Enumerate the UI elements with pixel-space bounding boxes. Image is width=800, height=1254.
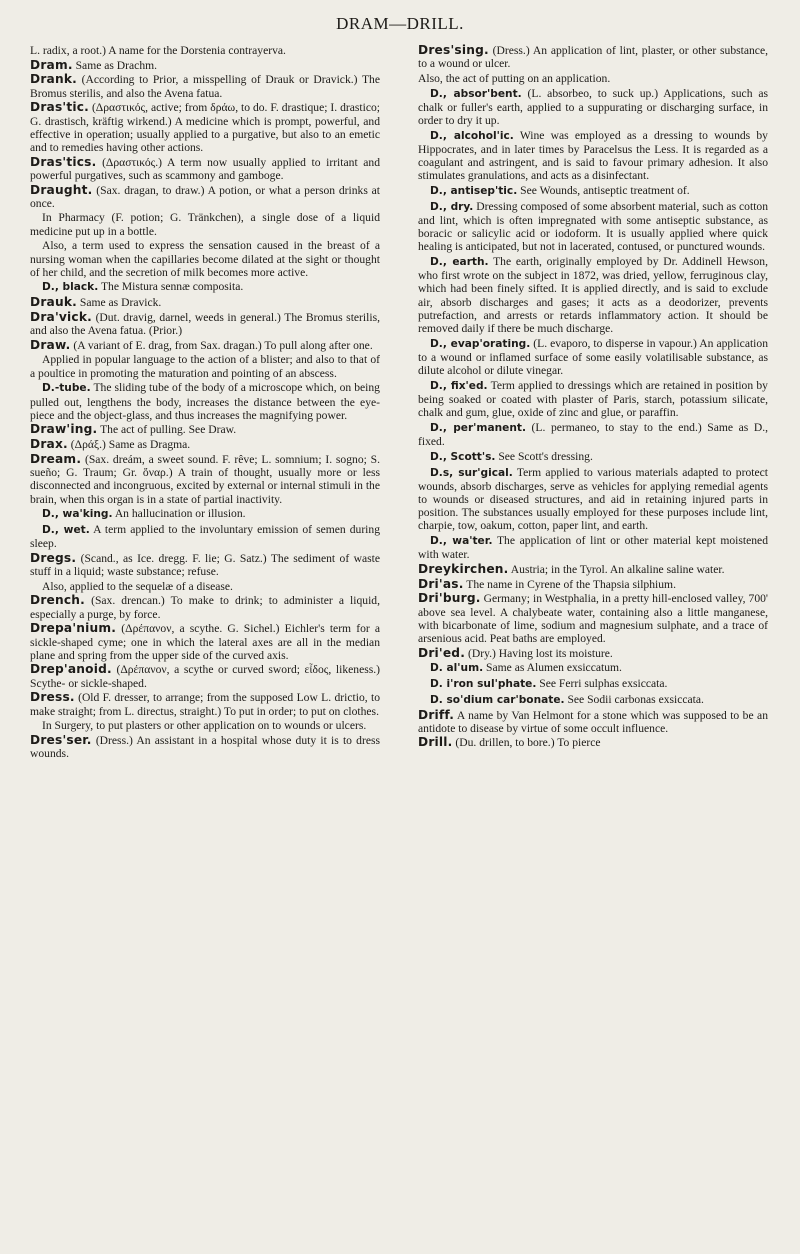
entry-definition: (Dress.) An application of lint, plaster, or other substance, to a wound or ulcer. — [418, 44, 768, 71]
dictionary-entry — [418, 466, 768, 533]
dictionary-entry — [418, 184, 768, 198]
entry-headword: Dream. — [30, 451, 82, 466]
entry-headword: Dras'tic. — [30, 100, 89, 115]
entry-definition: (Dress.) An assistant in a hospital whose duty it is to dress wounds. — [30, 733, 380, 761]
dictionary-entry — [418, 736, 768, 749]
entry-definition: The act of pulling. See Draw. — [100, 423, 237, 437]
dictionary-entry — [30, 552, 380, 578]
entry-definition: (Δρέπανον, a scythe. G. Sichel.) Eichler's term for a sickle-shaped cyme; one in which the lateral axes are all in the median plane and spring from the upper side of the curved axis. — [30, 622, 380, 662]
entry-headword: Dreykirchen. — [418, 562, 509, 577]
entry-headword: Dress. — [30, 690, 75, 705]
entry-definition: (Δραστικός, active; from δράω, to do. F. drastique; I. drastico; G. drastisch, kräftig wirkend.) A medicine which is prompt, powerful, and effective in operation; usually applied to a purgative, but also to an emetic and to remedies having other actions. — [30, 101, 380, 154]
entry-definition: The sliding tube of the body of a microscope which, on being pulled out, lengthens the body, increases the distance between the eye-piece and the object-glass, and thus increases the magnifying power. — [30, 381, 380, 422]
dictionary-entry — [30, 622, 380, 662]
dictionary-entry — [30, 663, 380, 689]
entry-definition: (Dry.) Having lost its moisture. — [467, 646, 613, 660]
dictionary-entry — [418, 200, 768, 254]
dictionary-entry — [418, 534, 768, 561]
entry-definition: A term applied to the involuntary emission of semen during sleep. — [30, 522, 380, 551]
dictionary-entry — [418, 421, 768, 448]
entry-definition: (A variant of E. drag, from Sax. dragan.) To pull along after one. — [73, 338, 373, 352]
dictionary-entry — [30, 719, 380, 732]
entry-headword: Drax. — [30, 437, 68, 452]
entry-headword: Dri'ed. — [418, 645, 466, 660]
dictionary-entry — [418, 129, 768, 183]
entry-definition: (Sax. dragan, to draw.) A potion, or what a person drinks at once. — [30, 183, 380, 210]
entry-definition: Also, applied to the sequelæ of a disease. — [42, 579, 233, 593]
entry-headword: D., black. — [42, 281, 99, 294]
dictionary-entry — [418, 647, 768, 660]
entry-headword: Dri'burg. — [418, 591, 481, 606]
entry-headword: Drill. — [418, 735, 453, 750]
entry-definition: In Pharmacy (F. potion; G. Tränkchen), a single dose of a liquid medicine put up in a bottle. — [30, 211, 380, 238]
entry-definition: The application of lint or other material kept moistened with water. — [418, 534, 768, 562]
dictionary-entry — [30, 280, 380, 294]
entry-headword: Drep'anoid. — [30, 662, 112, 677]
entry-headword: D., per'manent. — [430, 421, 526, 434]
entry-definition: See Wounds, antiseptic treatment of. — [520, 184, 690, 198]
entry-definition: Same as Drachm. — [75, 58, 158, 72]
dictionary-entry — [30, 523, 380, 550]
entry-headword: D., absor'bent. — [430, 87, 522, 100]
entry-headword: D.-tube. — [42, 382, 91, 395]
entry-definition: (Δρέπανον, a scythe or curved sword; εἶδος, likeness.) Scythe- or sickle-shaped. — [30, 663, 380, 690]
dictionary-entry — [418, 661, 768, 675]
entry-headword: D., wa'ter. — [430, 535, 493, 548]
left-column — [30, 44, 380, 762]
entry-headword: Draw. — [30, 337, 71, 352]
dictionary-entry — [418, 709, 768, 735]
entry-headword: D. i'ron sul'phate. — [430, 678, 537, 691]
entry-definition: (Scand., as Ice. dregg. F. lie; G. Satz.) The sediment of waste stuff in a liquid; waste substance; refuse. — [30, 551, 380, 579]
dictionary-entry — [30, 73, 380, 99]
entry-definition: The name in Cyrene of the Thapsia silphium. — [466, 577, 676, 591]
entry-definition: (Δραστικός.) A term now usually applied to irritant and powerful purgatives, such as scammony and gamboge. — [30, 155, 380, 182]
entry-definition: L. radix, a root.) A name for the Dorstenia contrayerva. — [30, 44, 286, 57]
entry-headword: D., alcohol'ic. — [430, 129, 514, 142]
entry-definition: (Δράξ.) Same as Dragma. — [70, 438, 191, 452]
entry-headword: Drauk. — [30, 295, 77, 310]
entry-headword: D., antisep'tic. — [430, 185, 518, 198]
entry-definition: Same as Alumen exsiccatum. — [486, 661, 622, 675]
entry-definition: The Mistura sennæ composita. — [100, 280, 244, 294]
dictionary-entry — [30, 59, 380, 72]
entry-definition: (L. absorbeo, to suck up.) Applications, such as chalk or fuller's earth, applied to a suppurating or discharging surface, in order to dry it up. — [418, 86, 768, 128]
dictionary-entry — [418, 255, 768, 335]
entry-headword: Draw'ing. — [30, 422, 98, 437]
entry-definition: Germany; in Westphalia, in a pretty hill-enclosed valley, 700' above sea level. A chalybeate water, containing also a little manganese, with bicarbonate of lime, sodium and magnesium sulphate, and a trace of arsenious acid. Peat baths are employed. — [418, 592, 768, 646]
entry-definition: Austria; in the Tyrol. An alkaline saline water. — [510, 563, 725, 577]
dictionary-entry — [30, 101, 380, 154]
right-column — [418, 44, 768, 751]
entry-definition: An hallucination or illusion. — [114, 507, 246, 521]
entry-definition: (L. permaneo, to stay to the end.) Same as D., fixed. — [418, 420, 768, 449]
entry-headword: Dregs. — [30, 550, 77, 565]
running-head: DRAM—DRILL. — [336, 14, 464, 33]
entry-definition: In Surgery, to put plasters or other application on to wounds or ulcers. — [42, 719, 367, 733]
dictionary-entry — [30, 239, 380, 279]
dictionary-entry — [30, 44, 380, 57]
entry-definition: Applied in popular language to the action of a blister; and also to that of a poultice in promoting the maturation and pointing of an abscess. — [30, 353, 380, 380]
dictionary-entry — [418, 693, 768, 707]
entry-headword: Dram. — [30, 57, 73, 72]
entry-definition: (Du. drillen, to bore.) To pierce — [455, 736, 601, 750]
dictionary-entry — [418, 87, 768, 128]
dictionary-entry — [30, 423, 380, 436]
dictionary-entry — [30, 580, 380, 593]
entry-definition: Same as Dravick. — [79, 296, 162, 310]
dictionary-entry — [30, 594, 380, 620]
entry-headword: D. al'um. — [430, 662, 484, 675]
dictionary-entry — [30, 353, 380, 379]
dictionary-entry — [418, 72, 768, 85]
entry-headword: D., dry. — [430, 200, 474, 213]
entry-definition: Dressing composed of some absorbent material, such as cotton and lint, which is often impregnated with some antiseptic substance, as boracic or salicylic acid or iodoform. It is usually applied where quick healing is anticipated, but not in lacerated, contused, or punctured wounds. — [418, 199, 769, 254]
entry-headword: D., fix'ed. — [430, 379, 488, 392]
dictionary-entry — [30, 339, 380, 352]
entry-definition: Also, the act of putting on an application. — [418, 71, 611, 85]
dictionary-entry — [418, 44, 768, 70]
dictionary-entry — [30, 438, 380, 451]
entry-headword: Dres'ser. — [30, 732, 92, 747]
dictionary-entry — [418, 578, 768, 591]
entry-headword: Drank. — [30, 72, 77, 87]
entry-definition: (According to Prior, a misspelling of Drauk or Dravick.) The Bromus sterilis, and also the Avena fatua. — [30, 73, 380, 100]
dictionary-entry — [30, 691, 380, 717]
dictionary-entry — [30, 156, 380, 182]
entry-headword: D., wet. — [42, 523, 90, 536]
entry-definition: See Ferri sulphas exsiccata. — [539, 677, 668, 691]
entry-definition: Term applied to various materials adapted to protect wounds, absorb discharges, serve as vehicles for applying remedial agents to wounds or diseased structures, and aid in retaining injured parts in position. The substances usually employed for these purposes include lint, charpie, tow, oakum, cotton, paper lint, and earth. — [418, 465, 768, 533]
dictionary-entry — [418, 592, 768, 645]
entry-headword: Driff. — [418, 707, 455, 722]
entry-headword: Drepa'nium. — [30, 621, 117, 636]
dictionary-entry — [418, 379, 768, 420]
entry-definition: Wine was employed as a dressing to wounds by Hippocrates, and in later times by Paracelsus the Less. It is regarded as a coagulant and astringent, and is said to favour primary adhesion. It also stimulates granulations, and acts as a disinfectant. — [418, 128, 768, 183]
dictionary-entry — [30, 734, 380, 760]
dictionary-entry — [30, 211, 380, 237]
dictionary-entry — [418, 677, 768, 691]
entry-headword: Dri'as. — [418, 576, 464, 591]
entry-definition: (Old F. dresser, to arrange; from the supposed Low L. drictio, to make straight; from L. directus, straight.) To put in order; to put on clothes. — [30, 691, 380, 718]
dictionary-entry — [30, 296, 380, 309]
entry-headword: D. so'dium car'bonate. — [430, 693, 565, 706]
entry-headword: Dres'sing. — [418, 43, 489, 57]
entry-definition: (Dut. dravig, darnel, weeds in general.) The Bromus sterilis, and also the Avena fatua. (Prior.) — [30, 310, 380, 338]
entry-headword: Dras'tics. — [30, 154, 97, 169]
entry-definition: Also, a term used to express the sensation caused in the breast of a nursing woman when the capillaries become dilated at the sight or thought of her child, and the secretion of milk becomes more active. — [30, 239, 380, 279]
dictionary-entry — [30, 184, 380, 210]
entry-definition: (L. evaporo, to disperse in vapour.) An application to a wound or inflamed surface of some easily volatilisable substance, as dilute alcohol or dilute vinegar. — [418, 336, 769, 378]
entry-headword: Draught. — [30, 182, 93, 197]
entry-definition: (Sax. dreám, a sweet sound. F. rêve; L. somnium; I. sogno; S. sueño; G. Traum; Gr. ὄναρ.) A train of thought, usually more or less disconnected and incongruous, excited by external or internal stimuli in the brain, when this organ is in a state of partial inactivity. — [30, 452, 380, 506]
entry-headword: D., Scott's. — [430, 450, 496, 463]
dictionary-entry — [30, 507, 380, 521]
entry-definition: A name by Van Helmont for a stone which was supposed to be an antidote to disease by virtue of some occult influence. — [418, 708, 768, 735]
entry-headword: D.s, sur'gical. — [430, 466, 513, 479]
dictionary-entry — [30, 453, 380, 506]
entry-headword: D., earth. — [430, 256, 489, 269]
entry-headword: D., wa'king. — [42, 508, 113, 521]
entry-definition: (Sax. drencan.) To make to drink; to administer a liquid, especially a purge, by force. — [30, 594, 381, 621]
dictionary-entry — [418, 337, 768, 378]
entry-definition: See Scott's dressing. — [498, 449, 593, 463]
entry-headword: Drench. — [30, 593, 85, 608]
entry-definition: Term applied to dressings which are retained in position by being soaked or coated with plaster of Paris, starch, potassium silicate, chalk and gum, glue, oxide of zinc and glue, or paraffin. — [418, 378, 768, 420]
entry-headword: Dra'vick. — [30, 309, 92, 324]
dictionary-entry — [418, 450, 768, 464]
dictionary-entry — [30, 311, 380, 337]
dictionary-entry — [418, 563, 768, 576]
dictionary-entry — [30, 381, 380, 422]
entry-headword: D., evap'orating. — [430, 337, 531, 350]
entry-definition: The earth, originally employed by Dr. Addinell Hewson, who first wrote on the subject in 1872, was dried, yellow, ferruginous clay, which had been finely sifted. It is applied directly, and is said to exclude air, absorb discharges and gases; it acts as a deodorizer, prevents putrefaction, and arrests or retards inflammatory action. It should be removed daily if there be much discharge. — [418, 255, 768, 336]
entry-definition: See Sodii carbonas exsiccata. — [567, 692, 704, 706]
